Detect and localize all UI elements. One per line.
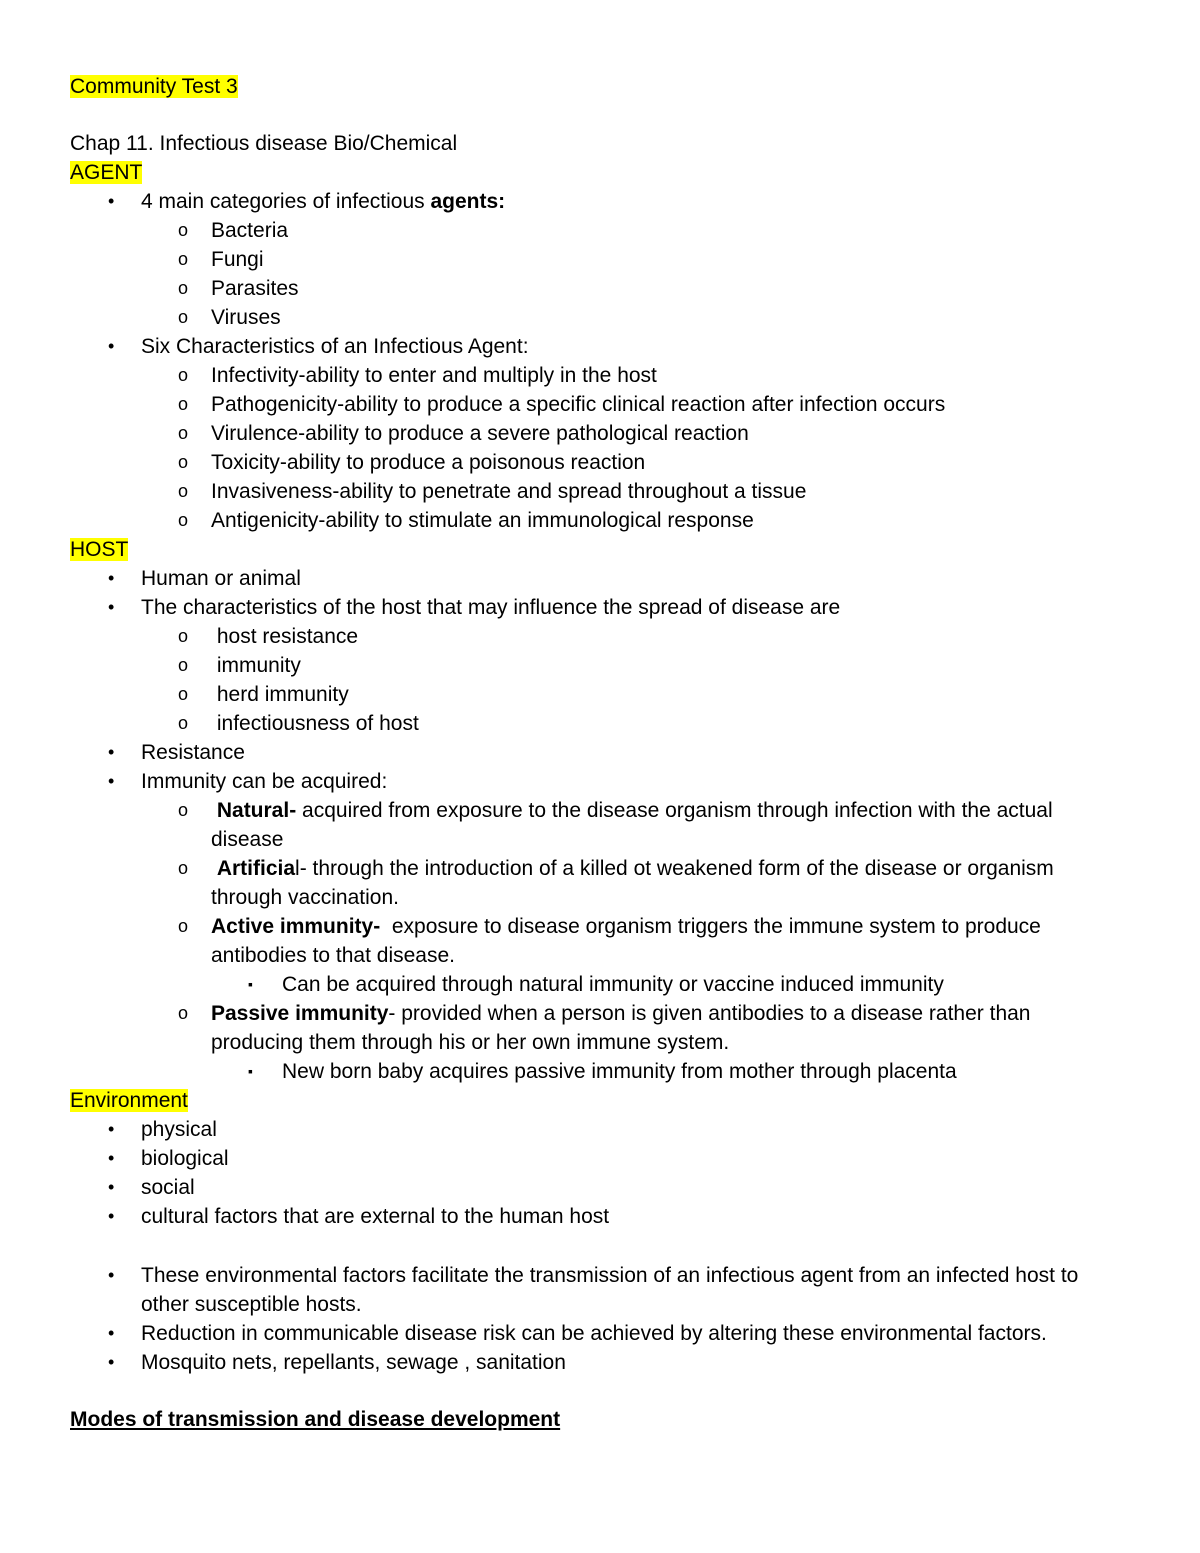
list-item: ▪ New born baby acquires passive immunity from mother through placenta [70,1057,1140,1086]
modes-heading-line [70,1405,1140,1434]
host-heading-line [70,535,1140,564]
list-item-continuation: producing them through his or her own immune system. [211,1031,730,1054]
bullet-icon: • [108,191,115,211]
list-item: • These environmental factors facilitate the transmission of an infectious agent from an infected host to [70,1261,1140,1290]
modes-heading: Modes of transmission and disease development [70,1408,561,1431]
list-item: o Antigenicity-ability to stimulate an immunological response [70,506,1140,535]
square-bullet-icon: ▪ [248,976,253,992]
list-item-continuation: antibodies to that disease. [211,944,456,967]
list-item: o Active immunity- exposure to disease organism triggers the immune system to produce [70,912,1140,941]
circle-bullet-icon: o [178,394,189,414]
circle-bullet-icon: o [178,858,189,878]
bullet-icon: • [108,1265,115,1285]
list-item: o infectiousness of host [70,709,1140,738]
list-item: o host resistance [70,622,1140,651]
list-item: • physical [70,1115,1140,1144]
circle-bullet-icon: o [178,1003,189,1023]
bullet-icon: • [108,568,115,588]
list-item: o Infectivity-ability to enter and multiply in the host [70,361,1140,390]
list-item: • Six Characteristics of an Infectious Agent: [70,332,1140,361]
list-item-continuation: disease [211,828,284,851]
bullet-icon: • [108,1323,115,1343]
bullet-icon: • [108,1352,115,1372]
list-item: o Pathogenicity-ability to produce a specific clinical reaction after infection occurs [70,390,1140,419]
bullet-icon: • [108,1119,115,1139]
square-bullet-icon: ▪ [248,1063,253,1079]
circle-bullet-icon: o [178,423,189,443]
list-item: • Mosquito nets, repellants, sewage , sanitation [70,1348,1140,1377]
document [70,72,1140,1434]
circle-bullet-icon: o [178,249,189,269]
circle-bullet-icon: o [178,481,189,501]
list-item: o Parasites [70,274,1140,303]
doc-title-line [70,72,1140,101]
environment-heading: Environment [70,1089,188,1112]
list-item: ▪ Can be acquired through natural immunity or vaccine induced immunity [70,970,1140,999]
environment-heading-line [70,1086,1140,1115]
circle-bullet-icon: o [178,307,189,327]
list-item-continuation: other susceptible hosts. [141,1293,362,1316]
list-item: o Artificial- through the introduction of a killed ot weakened form of the disease or organism [70,854,1140,883]
circle-bullet-icon: o [178,452,189,472]
list-item: • Resistance [70,738,1140,767]
list-item: • cultural factors that are external to the human host [70,1202,1140,1231]
circle-bullet-icon: o [178,684,189,704]
circle-bullet-icon: o [178,220,189,240]
circle-bullet-icon: o [178,365,189,385]
circle-bullet-icon: o [178,278,189,298]
list-item: • Reduction in communicable disease risk can be achieved by altering these environmental factors. [70,1319,1140,1348]
circle-bullet-icon: o [178,626,189,646]
list-item: o Passive immunity- provided when a person is given antibodies to a disease rather than [70,999,1140,1028]
list-item-continuation: through vaccination. [211,886,399,909]
list-item: o Fungi [70,245,1140,274]
circle-bullet-icon: o [178,800,189,820]
agent-heading-line [70,158,1140,187]
circle-bullet-icon: o [178,713,189,733]
list-item: o Viruses [70,303,1140,332]
list-item: • biological [70,1144,1140,1173]
list-item: o immunity [70,651,1140,680]
chapter-title: Chap 11. Infectious disease Bio/Chemical [70,132,458,155]
list-item: • Immunity can be acquired: [70,767,1140,796]
bullet-icon: • [108,597,115,617]
list-item: o Toxicity-ability to produce a poisonous reaction [70,448,1140,477]
bullet-icon: • [108,1206,115,1226]
bullet-icon: • [108,1177,115,1197]
list-item: • social [70,1173,1140,1202]
circle-bullet-icon: o [178,655,189,675]
doc-title: Community Test 3 [70,75,238,98]
list-item: o Invasiveness-ability to penetrate and spread throughout a tissue [70,477,1140,506]
list-item: o Virulence-ability to produce a severe pathological reaction [70,419,1140,448]
bullet-icon: • [108,771,115,791]
list-item: o herd immunity [70,680,1140,709]
list-item: • 4 main categories of infectious agents: [70,187,1140,216]
list-item: o Bacteria [70,216,1140,245]
agent-heading: AGENT [70,161,143,184]
host-heading: HOST [70,538,129,561]
circle-bullet-icon: o [178,510,189,530]
list-item: • The characteristics of the host that may influence the spread of disease are [70,593,1140,622]
bullet-icon: • [108,336,115,356]
bullet-icon: • [108,742,115,762]
list-item: • Human or animal [70,564,1140,593]
list-item: o Natural- acquired from exposure to the disease organism through infection with the actual [70,796,1140,825]
circle-bullet-icon: o [178,916,189,936]
bullet-icon: • [108,1148,115,1168]
